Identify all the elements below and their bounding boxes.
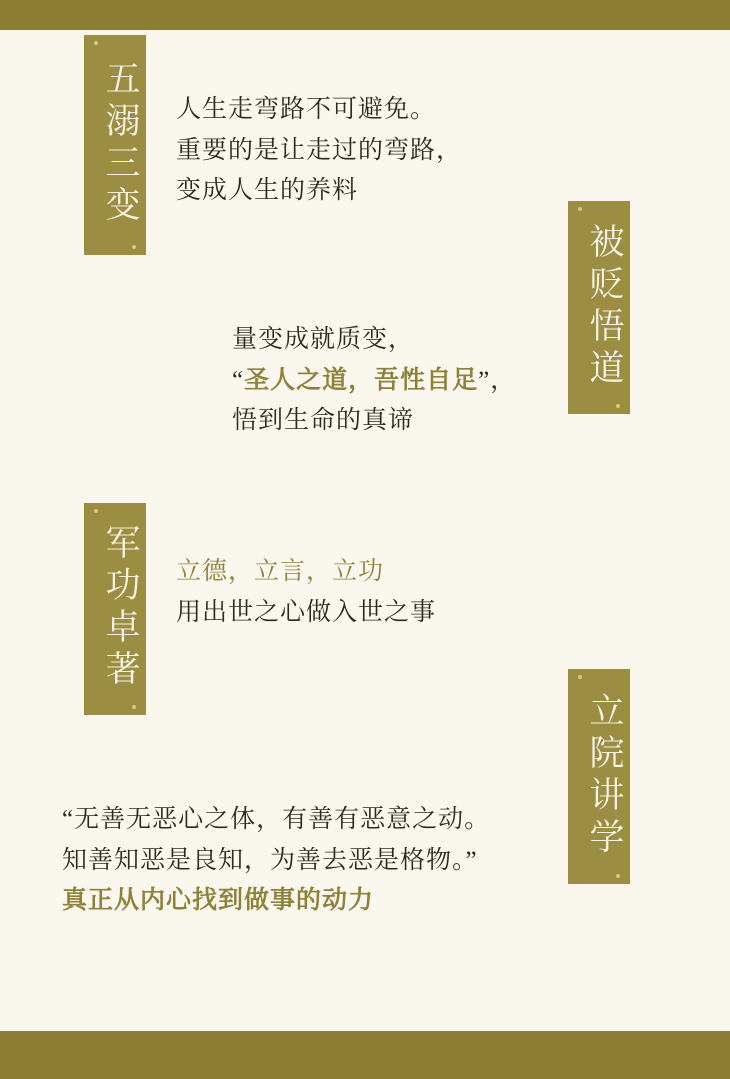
section-body-2 [232,320,516,442]
quote-accent-text: 圣人之道，吾性自足 [244,366,479,394]
decorative-dot [616,874,620,878]
bottom-bar [0,1031,730,1079]
body-line: 人生走弯路不可避免。 [176,96,437,123]
section-label-wuniesanbian [84,35,146,255]
decorative-dot [94,509,98,513]
body-line: 变成人生的养料 [176,177,359,204]
section-label-beibianwudao [568,201,630,414]
quote-close: ”， [478,366,517,394]
body-line: “无善无恶心之体，有善有恶意之动。 [62,806,491,833]
decorative-dot [132,245,136,249]
decorative-dot [132,705,136,709]
section-label-jungongzhuozhu [84,503,146,715]
section-body-1 [176,90,462,212]
body-line: 重要的是让走过的弯路， [176,136,463,164]
section-label-text: 军功卓著 [101,524,140,692]
section-label-text: 立院讲学 [585,691,624,860]
section-label-text: 被贬悟道 [585,222,624,391]
body-line: 知善知恶是良知，为善去恶是格物。” [62,846,478,874]
body-line: 用出世之心做入世之事 [176,598,437,626]
body-line: 量变成就质变， [232,326,415,353]
section-body-3 [176,552,436,633]
body-line: 悟到生命的真谛 [232,407,415,434]
body-line-accent: 真正从内心找到做事的动力 [62,887,375,914]
top-bar [0,0,730,30]
decorative-dot [578,675,582,679]
section-label-text: 五溺三变 [101,60,140,228]
decorative-dot [94,41,98,45]
section-body-4 [62,800,490,922]
quote-open: “ [232,366,245,394]
decorative-dot [616,404,620,408]
body-line-accent: 立德，立言，立功 [176,558,385,585]
body-line-quote [232,361,516,402]
decorative-dot [578,207,582,211]
section-label-liyuanjiangxue [568,669,630,884]
